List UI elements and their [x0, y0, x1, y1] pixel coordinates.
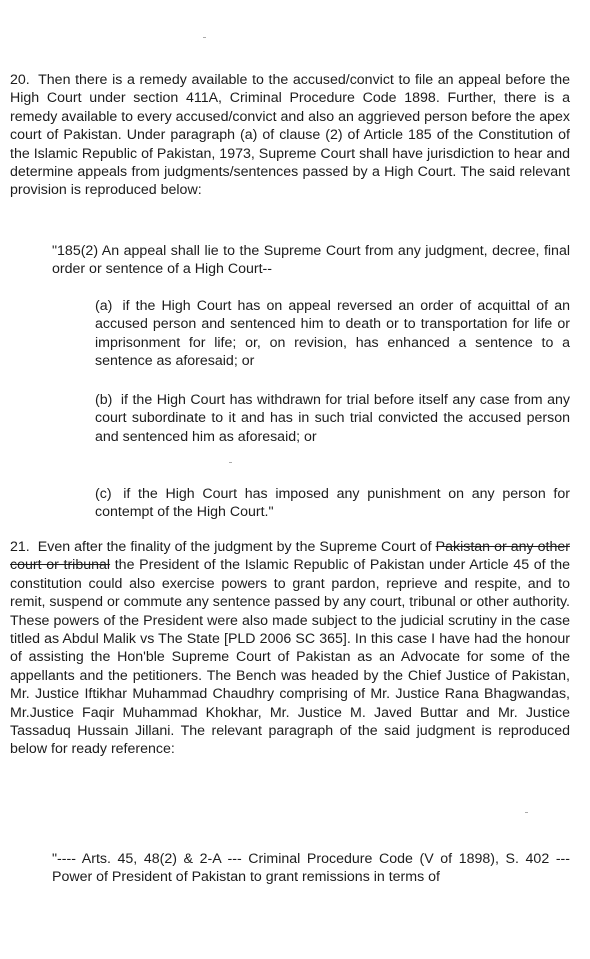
struck-through-text: Pakistan or any other court or tribunal: [10, 539, 570, 574]
clause-text: if the High Court has on appeal reversed an order of acquittal of an accused person and sentenced him to death or to transportation for life or imprisonment for life; or, on revision, has enhanced a sentence to a sentence as aforesaid; or: [95, 298, 570, 370]
quoted-article-185: [52, 242, 570, 279]
quoted-judgment-headnote: [52, 850, 570, 887]
paragraph-20: [10, 71, 570, 200]
clause-label: (a): [95, 298, 113, 314]
clause-a: [95, 297, 570, 371]
paragraph-text: Then there is a remedy available to the accused/convict to file an appeal before the High Court under section 411A, Criminal Procedure Code 1898. Further, there is a remedy available to every accused/convict and also an aggrieved person before the apex court of Pakistan. Under paragraph (a) of clause (2) of Article 185 of the Constitution of the Islamic Republic of Pakistan, 1973, Supreme Court shall have jurisdiction to hear and determine appeals from judgments/sentences passed by a High Court. The said relevant provision is reproduced below:: [10, 72, 570, 199]
clause-text: if the High Court has withdrawn for trial before itself any case from any court subordinate to it and has in such trial convicted the accused person and sentenced him as aforesaid; or: [95, 392, 570, 445]
clause-text: if the High Court has imposed any punishment on any person for contempt of the High Court.": [95, 486, 570, 521]
paragraph-text-start: Even after the finality of the judgment by the Supreme Court of: [37, 539, 436, 555]
quote-text: "---- Arts. 45, 48(2) & 2-A --- Criminal Procedure Code (V of 1898), S. 402 --- Power of President of Pakistan to grant remissions in terms of: [52, 851, 570, 886]
clause-c: [95, 485, 570, 522]
paragraph-21: [10, 538, 570, 759]
clause-b: [95, 391, 570, 446]
scan-speck: [203, 37, 206, 38]
paragraph-number: 21.: [10, 539, 30, 555]
paragraph-number: 20.: [10, 72, 30, 88]
clause-label: (c): [95, 486, 112, 502]
quote-text: "185(2) An appeal shall lie to the Supreme Court from any judgment, decree, final order or sentence of a High Court--: [52, 243, 570, 278]
clause-label: (b): [95, 392, 113, 408]
paragraph-text-rest: the President of the Islamic Republic of Pakistan under Article 45 of the constitution could also exercise powers to grant pardon, reprieve and respite, and to remit, suspend or commute any sentence passed by any court, tribunal or other authority. These powers of the President were also made subject to the judicial scrutiny in the case titled as Abdul Malik vs The State [PLD 2006 SC 365]. In this case I have had the honour of assisting the Hon'ble Supreme Court of Pakistan as an Advocate for some of the appellants and the petitioners. The Bench was headed by the Chief Justice of Pakistan, Mr. Justice Iftikhar Muhammad Chaudhry comprising of Mr. Justice Rana Bhagwandas, Mr.Justice Faqir Muhammad Khokhar, Mr. Justice M. Javed Buttar and Mr. Justice Tassaduq Hussain Jillani. The relevant paragraph of the said judgment is reproduced below for ready reference:: [10, 557, 570, 758]
scan-speck: [525, 812, 528, 813]
scan-speck: [229, 462, 232, 463]
